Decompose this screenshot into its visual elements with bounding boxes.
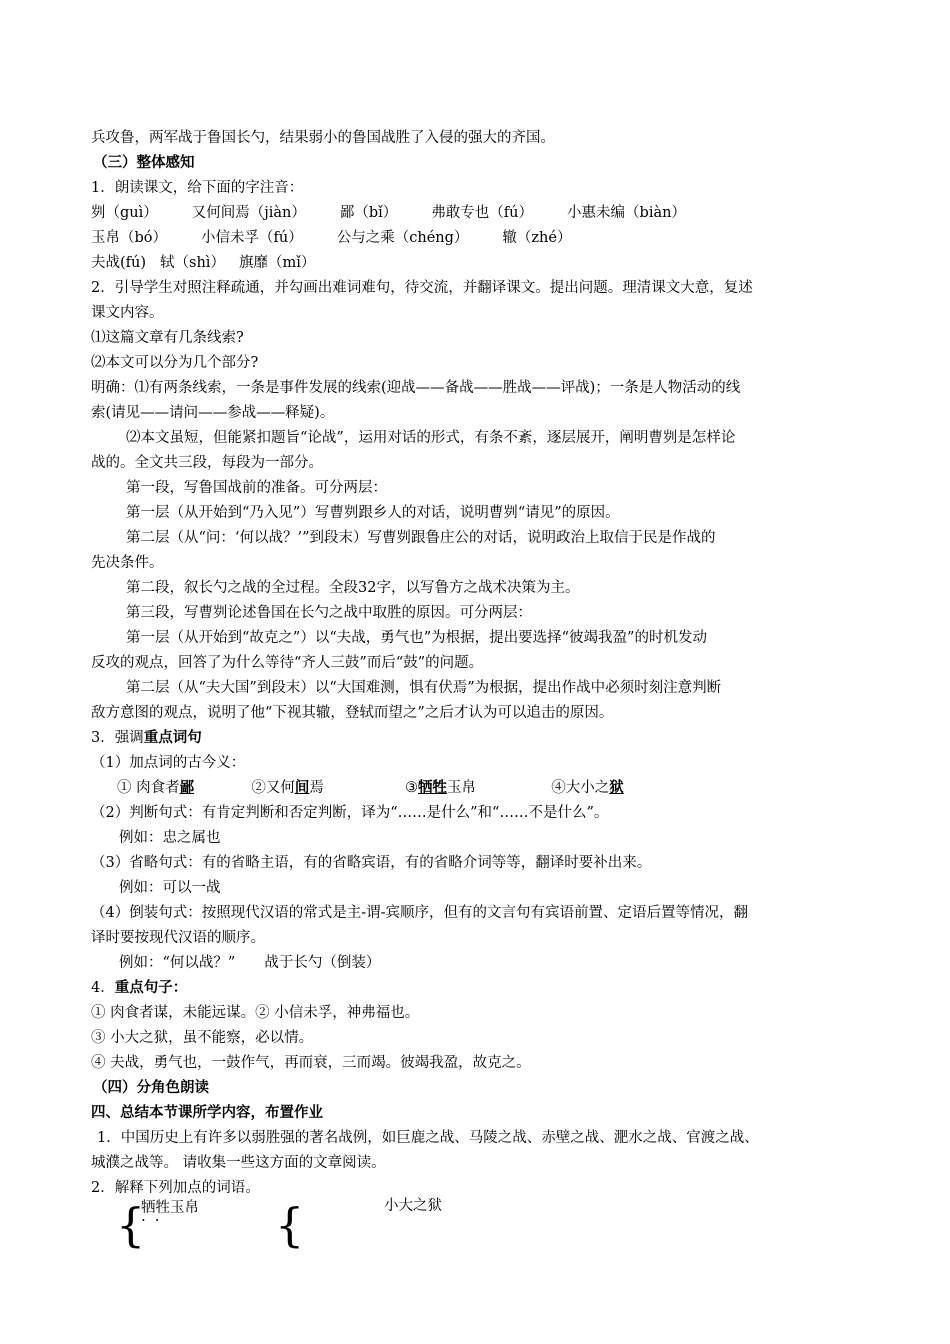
pinyin-item: 玉帛（bó） bbox=[91, 230, 168, 246]
word-item: 玉帛 bbox=[447, 780, 477, 796]
section-heading-summary: 四、总结本节课所学内容，布置作业 bbox=[91, 1105, 323, 1121]
text-line: ⑵本文虽短，但能紧扣题旨“论战”，运用对话的形式，有条不紊，逐层展开，阐明曹刿是怎样论 bbox=[126, 430, 736, 446]
section-heading-overall: （三）整体感知 bbox=[93, 155, 195, 171]
text-line: 课文内容。 bbox=[91, 305, 164, 321]
text-line: 第二层（从“问：‘何以战？’”到段末）写曹刿跟鲁庄公的对话，说明政治上取信于民是作战的 bbox=[126, 530, 716, 546]
text-line: 战的。全文共三段，每段为一部分。 bbox=[91, 455, 323, 471]
key-word: 狱 bbox=[609, 779, 624, 796]
pinyin-item: 刿（guì） bbox=[91, 205, 158, 221]
example-line: 例如：“何以战？” 战于长勺（倒装） bbox=[119, 955, 381, 971]
dotted-phrase: 牺牲玉帛 bbox=[141, 1200, 199, 1216]
task-3-prefix: 3．强调 bbox=[91, 730, 144, 746]
text-line: 第三段，写曹刿论述鲁国在长勺之战中取胜的原因。可分两层： bbox=[126, 605, 532, 621]
text-line: 敌方意图的观点，说明了他“下视其辙，登轼而望之”之后才认为可以追击的原因。 bbox=[91, 705, 614, 721]
pinyin-item: 轼（shì） bbox=[160, 255, 225, 271]
question-2: ⑵本文可以分为几个部分? bbox=[91, 355, 259, 371]
question-1: ⑴这篇文章有几条线索? bbox=[91, 330, 244, 346]
pinyin-item: 鄙（bǐ） bbox=[339, 205, 398, 221]
homework-2: 2．解释下列加点的词语。 bbox=[91, 1180, 260, 1196]
pinyin-item: 辙（zhé） bbox=[502, 230, 572, 246]
pinyin-row-1 bbox=[91, 203, 720, 223]
homework-1: 1．中国历史上有许多以弱胜强的著名战例，如巨鹿之战、马陵之战、赤壁之战、淝水之战、官渡之战、 bbox=[97, 1130, 759, 1146]
sub-heading: （1）加点词的古今义： bbox=[91, 755, 246, 771]
word-item: ②又何 bbox=[251, 780, 295, 796]
key-word: 间 bbox=[294, 779, 310, 796]
pinyin-item: 旗靡（mǐ） bbox=[238, 255, 316, 271]
brace-icon: { bbox=[116, 1198, 146, 1252]
pinyin-item: 弗敢专也（fú） bbox=[431, 205, 534, 221]
text-line: 第一段，写鲁国战前的准备。可分两层： bbox=[126, 480, 387, 496]
word-item: 焉 bbox=[309, 780, 324, 796]
task-3-heading bbox=[91, 728, 202, 748]
pinyin-item: 公与之乘（chéng） bbox=[336, 230, 469, 246]
task-3-bold: 重点词句 bbox=[143, 730, 202, 746]
word-item: ④大小之 bbox=[551, 780, 610, 796]
pinyin-item: 小信未孚（fú） bbox=[201, 230, 303, 246]
section-heading-roleplay: （四）分角色朗读 bbox=[93, 1080, 209, 1096]
example-line: 例如：忠之属也 bbox=[119, 830, 221, 846]
dot-markers-icon: ·· bbox=[141, 1211, 169, 1229]
text-line: （2）判断句式：有肯定判断和否定判断，译为“……是什么”和“……不是什么”。 bbox=[91, 805, 609, 821]
text-line: 先决条件。 bbox=[91, 555, 164, 571]
text-line: 兵攻鲁，两军战于鲁国长勺，结果弱小的鲁国战胜了入侵的强大的齐国。 bbox=[91, 130, 555, 146]
task-1-heading: 1．朗读课文，给下面的字注音： bbox=[91, 180, 304, 196]
text-line: 城濮之战等。 请收集一些这方面的文章阅读。 bbox=[91, 1155, 386, 1171]
brace-icon: { bbox=[275, 1198, 305, 1252]
example-line: 例如：可以一战 bbox=[119, 880, 221, 896]
text-line: （3）省略句式：有的省略主语，有的省略宾语，有的省略介词等等，翻译时要补出来。 bbox=[91, 855, 652, 871]
answer-line: 明确：⑴有两条线索，一条是事件发展的线索(迎战——备战——胜战——评战)；一条是人物活动的线 bbox=[91, 380, 741, 396]
text-line: 第二段，叙长勺之战的全过程。全段32字，以写鲁方之战术决策为主。 bbox=[126, 580, 580, 596]
pinyin-row-3 bbox=[91, 253, 349, 273]
text-line: 第一层（从开始到“故克之”）以“夫战，勇气也”为根据，提出要选择“彼竭我盈”的时机发动 bbox=[126, 630, 707, 646]
text-line: 译时要按现代汉语的顺序。 bbox=[91, 930, 265, 946]
dotted-words-row bbox=[117, 778, 624, 798]
text-line: 反攻的观点，回答了为什么等待“齐人三鼓”而后“鼓”的问题。 bbox=[91, 655, 484, 671]
text-line: 索(请见——请问——参战——释疑)。 bbox=[91, 405, 335, 421]
pinyin-item: 夫战(fú) bbox=[91, 255, 147, 271]
text-line: （4）倒装句式：按照现代汉语的常式是主-谓-宾顺序，但有的文言句有宾语前置、定语后置等情况，翻 bbox=[91, 905, 749, 921]
text-line: 第一层（从开始到“乃入见”）写曹刿跟乡人的对话，说明曹刿“请见”的原因。 bbox=[126, 505, 620, 521]
dotted-phrase: 小大之狱 bbox=[384, 1198, 442, 1214]
pinyin-item: 又何间焉（jiàn） bbox=[191, 205, 306, 221]
word-item: ① 肉食者 bbox=[117, 780, 180, 796]
task-4-bold: 重点句子： bbox=[114, 980, 188, 996]
key-word: 牺牲 bbox=[418, 779, 448, 796]
task-2-line: 2．引导学生对照注释疏通，并勾画出难词难句，待交流，并翻译课文。提出问题。理清课文大意，复述 bbox=[91, 280, 753, 296]
key-word: 鄙 bbox=[179, 779, 195, 796]
key-sentence: ① 肉食者谋，未能远谋。② 小信未孚，神弗福也。 bbox=[91, 1005, 420, 1021]
pinyin-row-2 bbox=[91, 228, 605, 248]
word-item: ③ bbox=[405, 780, 419, 796]
task-4-prefix: 4． bbox=[91, 980, 115, 996]
text-line: 第二层（从“夫大国”到段末）以“大国难测，惧有伏焉”为根据，提出作战中必须时刻注意判断 bbox=[126, 680, 722, 696]
key-sentence: ④ 夫战，勇气也，一鼓作气，再而衰，三而竭。彼竭我盈，故克之。 bbox=[91, 1055, 531, 1071]
pinyin-item: 小惠未编（biàn） bbox=[567, 205, 686, 221]
task-4-heading bbox=[91, 978, 187, 998]
key-sentence: ③ 小大之狱，虽不能察，必以情。 bbox=[91, 1030, 314, 1046]
